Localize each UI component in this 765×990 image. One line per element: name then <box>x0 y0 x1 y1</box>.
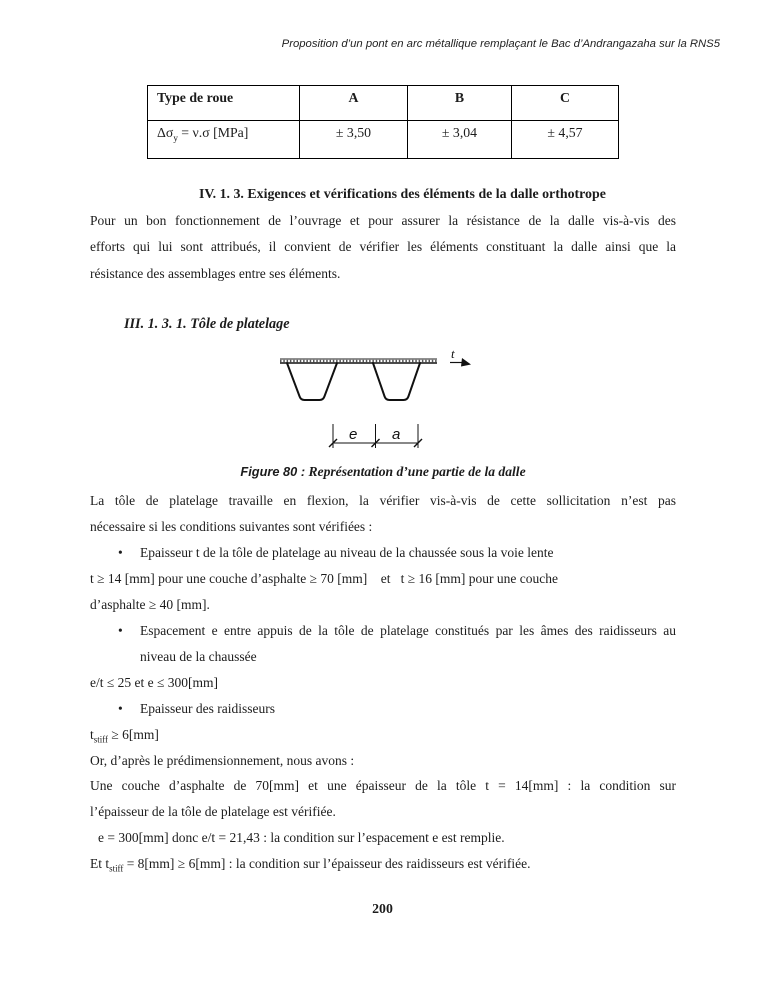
bullet-item-epaisseur-t <box>90 540 676 566</box>
delta-sigma-post: = ν.σ [MPa] <box>177 125 249 140</box>
condition-e-line: e/t ≤ 25 et e ≤ 300[mm] <box>90 674 219 690</box>
bullet-icon: • <box>118 622 123 638</box>
bullet-continuation-line: niveau de la chaussée <box>140 648 257 664</box>
intro-paragraph <box>90 208 676 287</box>
figure-caption-number: Figure 80 : <box>240 464 306 479</box>
paragraph-line: efforts qui lui sont attribués, il convient de vérifier les éléments constituant la dalle ainsi que la <box>90 239 676 255</box>
conclusion-e-line: e = 300[mm] donc e/t = 21,43 : la condition sur l’espacement e est remplie. <box>98 830 505 846</box>
table-cell-delta-sigma <box>148 121 300 159</box>
figure-caption <box>90 464 676 480</box>
tstiff-line-pre: Et t <box>90 856 110 872</box>
table-cell-value-c: ± 4,57 <box>512 121 619 159</box>
tstiff-line-sub: stiff <box>109 864 124 875</box>
subsection-heading: III. 1. 3. 1. Tôle de platelage <box>124 316 290 332</box>
table-header-b: B <box>408 86 512 121</box>
conclusion-tstiff-line <box>90 851 676 877</box>
dalle-figure <box>275 345 475 455</box>
bullet-text: Espacement e entre appuis de la tôle de platelage constitués par les âmes des raidisseurs au <box>140 622 676 638</box>
delta-sigma-pre: Δσ <box>157 125 174 140</box>
condition-t-line: d’asphalte ≥ 40 [mm]. <box>90 596 210 612</box>
wheel-type-table <box>147 85 619 159</box>
table-header-row <box>148 86 619 121</box>
page-number: 200 <box>372 901 393 916</box>
table-cell-value-b: ± 3,04 <box>408 121 512 159</box>
tstiff-post: ≥ 6[mm] <box>107 726 159 742</box>
body-text <box>90 488 676 877</box>
paragraph-line: l’épaisseur de la tôle de platelage est vérifiée. <box>90 804 336 820</box>
bullet-text: Epaisseur des raidisseurs <box>140 700 275 716</box>
tstiff-pre: t <box>90 726 94 742</box>
paragraph-line: résistance des assemblages entre ses éléments. <box>90 265 341 281</box>
bullet-item-espacement <box>90 618 676 644</box>
paragraph-line: La tôle de platelage travaille en flexion, la vérifier vis-à-vis de cette sollicitation n’est pas <box>90 493 676 508</box>
condition-t-line: t ≥ 14 [mm] pour une couche d’asphalte ≥ 70 [mm] et t ≥ 16 [mm] pour une couche <box>90 570 558 586</box>
spacing-label-a: a <box>392 426 401 443</box>
table-row <box>148 121 619 159</box>
condition-tstiff-line <box>90 722 676 748</box>
paragraph-line: Or, d’après le prédimensionnement, nous avons : <box>90 752 355 768</box>
table-header-type-de-roue: Type de roue <box>148 86 300 121</box>
stiffener-trough-1 <box>287 363 337 400</box>
thickness-arrowhead-icon <box>461 358 471 367</box>
bullet-icon: • <box>118 544 123 560</box>
table-header-c: C <box>512 86 619 121</box>
bullet-icon: • <box>118 700 123 716</box>
stiffener-trough-2 <box>373 363 420 400</box>
bullet-text: Epaisseur t de la tôle de platelage au niveau de la chaussée sous la voie lente <box>140 544 554 560</box>
delta-sigma-sub: y <box>173 132 178 143</box>
bullet-item-raidisseurs <box>90 696 676 722</box>
running-header: Proposition d’un pont en arc métallique remplaçant le Bac d’Andrangazaha sur la RNS5 <box>281 38 720 50</box>
table-header-a: A <box>300 86 408 121</box>
tstiff-sub: stiff <box>93 734 108 745</box>
paragraph-line: Pour un bon fonctionnement de l’ouvrage et pour assurer la résistance de la dalle vis-à-vis des <box>90 213 676 228</box>
table-cell-value-a: ± 3,50 <box>300 121 408 159</box>
thickness-label-t: t <box>451 346 455 361</box>
tstiff-line-post: = 8[mm] ≥ 6[mm] : la condition sur l’épaisseur des raidisseurs est vérifiée. <box>123 856 531 872</box>
figure-caption-text: Représentation d’une partie de la dalle <box>305 464 526 479</box>
paragraph-line: nécessaire si les conditions suivantes sont vérifiées : <box>90 518 373 534</box>
spacing-label-e: e <box>349 426 358 443</box>
section-heading: IV. 1. 3. Exigences et vérifications des éléments de la dalle orthotrope <box>199 187 606 202</box>
paragraph-line: Une couche d’asphalte de 70[mm] et une épaisseur de la tôle t = 14[mm] : la condition sur <box>90 778 676 794</box>
